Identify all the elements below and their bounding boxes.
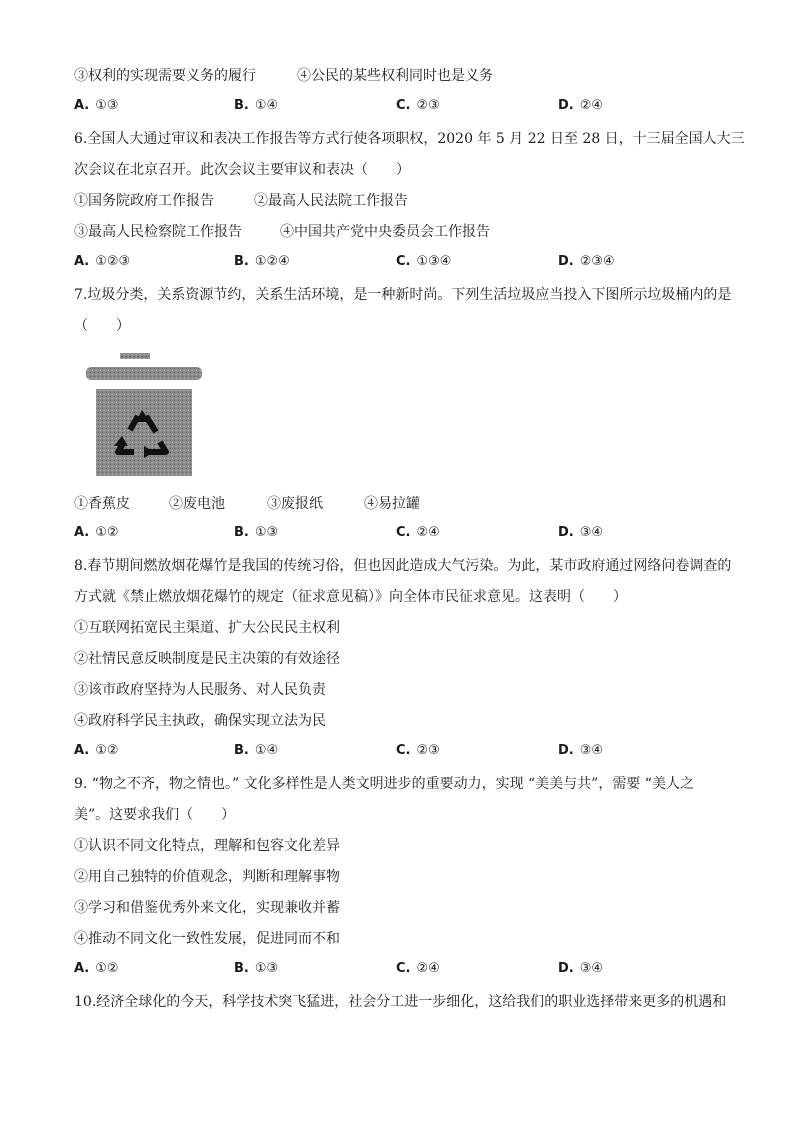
q9-stem-line-1: 9. “物之不齐，物之情也。” 文化多样性是人类文明进步的重要动力，实现 “美美与共”，需要 “美人之 [74, 776, 694, 792]
q5-options [74, 98, 734, 118]
q9-stem-line-2: 美”。这要求我们（ ） [74, 807, 236, 823]
q5-item-4: ④公民的某些权利同时也是义务 [297, 68, 493, 84]
q6-option-c[interactable]: C. ①③④ [396, 254, 452, 269]
recycle-bin-icon [84, 350, 208, 480]
q9-options [74, 961, 734, 981]
q6-stem-line-1: 6.全国人大通过审议和表决工作报告等方式行使各项职权，2020 年 5 月 22 日至 28 日，十三届全国人大三 [74, 131, 745, 147]
q9-item-4: ④推动不同文化一致性发展，促进同而不和 [74, 931, 340, 947]
q9-item-1: ①认识不同文化特点，理解和包容文化差异 [74, 838, 340, 854]
q9-item-2: ②用自己独特的价值观念，判断和理解事物 [74, 869, 340, 885]
q9-item-3: ③学习和借鉴优秀外来文化，实现兼收并蓄 [74, 900, 340, 916]
q8-option-d[interactable]: D. ③④ [558, 743, 604, 758]
q7-stem-line-1: 7.垃圾分类，关系资源节约，关系生活环境，是一种新时尚。下列生活垃圾应当投入下图所示垃圾桶内的是 [74, 287, 732, 303]
q7-item-3: ③废报纸 [267, 496, 323, 512]
q7-option-d[interactable]: D. ③④ [558, 525, 604, 540]
q8-item-3: ③该市政府坚持为人民服务、对人民负责 [74, 682, 326, 698]
q6-options [74, 254, 734, 274]
q7-options [74, 525, 734, 545]
q7-stem-line-2: （ ） [74, 318, 130, 334]
q7-option-a[interactable]: A. ①② [74, 525, 119, 540]
q8-option-c[interactable]: C. ②③ [396, 743, 440, 758]
q9-option-c[interactable]: C. ②④ [396, 961, 440, 976]
q8-option-b[interactable]: B. ①④ [234, 743, 279, 758]
q5-option-c[interactable]: C. ②③ [396, 98, 440, 113]
q8-stem-line-2: 方式就《禁止燃放烟花爆竹的规定（征求意见稿）》向全体市民征求意见。这表明（ ） [74, 589, 627, 605]
q8-item-1: ①互联网拓宽民主渠道、扩大公民民主权利 [74, 620, 340, 636]
q9-option-b[interactable]: B. ①③ [234, 961, 279, 976]
q8-stem-line-1: 8.春节期间燃放烟花爆竹是我国的传统习俗，但也因此造成大气污染。为此，某市政府通过网络问卷调查的 [74, 558, 732, 574]
q6-item-2: ②最高人民法院工作报告 [254, 193, 408, 209]
q7-option-c[interactable]: C. ②④ [396, 525, 440, 540]
q5-option-d[interactable]: D. ②④ [558, 98, 604, 113]
q6-stem-line-2: 次会议在北京召开。此次会议主要审议和表决（ ） [74, 162, 410, 178]
q9-option-a[interactable]: A. ①② [74, 961, 119, 976]
q7-item-4: ④易拉罐 [364, 496, 420, 512]
q6-item-4: ④中国共产党中央委员会工作报告 [280, 224, 490, 240]
q5-item-3: ③权利的实现需要义务的履行 [74, 68, 256, 84]
q8-item-2: ②社情民意反映制度是民主决策的有效途径 [74, 651, 340, 667]
q5-option-a[interactable]: A. ①③ [74, 98, 119, 113]
q6-option-b[interactable]: B. ①②④ [234, 254, 290, 269]
q6-option-d[interactable]: D. ②③④ [558, 254, 615, 269]
q7-item-2: ②废电池 [169, 496, 225, 512]
q8-item-4: ④政府科学民主执政，确保实现立法为民 [74, 713, 326, 729]
q9-option-d[interactable]: D. ③④ [558, 961, 604, 976]
q8-option-a[interactable]: A. ①② [74, 743, 119, 758]
q8-options [74, 743, 734, 763]
q7-item-1: ①香蕉皮 [74, 496, 130, 512]
q6-item-3: ③最高人民检察院工作报告 [74, 224, 242, 240]
q7-option-b[interactable]: B. ①③ [234, 525, 279, 540]
q10-stem-line-1: 10.经济全球化的今天，科学技术突飞猛进，社会分工进一步细化，这给我们的职业选择带来更多的机遇和 [74, 994, 727, 1010]
q6-option-a[interactable]: A. ①②③ [74, 254, 131, 269]
q6-item-1: ①国务院政府工作报告 [74, 193, 214, 209]
q5-option-b[interactable]: B. ①④ [234, 98, 279, 113]
